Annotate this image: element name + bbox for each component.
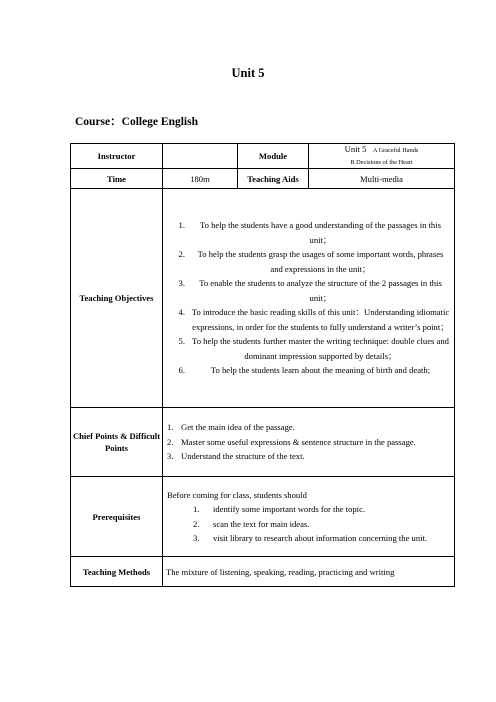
prerequisites-label: Prerequisites	[71, 477, 163, 557]
row-time-aids	[71, 169, 455, 189]
chief-point-item: 2. Master some useful expressions & sentence structure in the passage.	[167, 436, 416, 447]
instructor-value	[163, 144, 238, 169]
teaching-methods-label: Teaching Methods	[71, 557, 163, 587]
objectives-list	[163, 218, 454, 378]
row-chief-points	[71, 408, 455, 477]
objectives-label: Teaching Objectives	[71, 189, 163, 408]
row-instructor-module	[71, 144, 455, 169]
prerequisites-cell	[163, 477, 455, 557]
objective-item: 2. To help the students grasp the usages of some important words, phrases and expressions in the unit；	[178, 249, 444, 274]
time-label: Time	[71, 169, 163, 189]
teaching-methods-value: The mixture of listening, speaking, reading, practicing and writing	[163, 557, 455, 587]
chief-points-cell	[163, 408, 455, 477]
chief-point-item: 1. Get the main idea of the passage.	[167, 422, 295, 433]
objective-item: 4. To introduce the basic reading skills of this unit：Understanding idiomatic expressions, in order for the students to fully understand a writer’s point；	[178, 307, 450, 332]
objective-item: 3. To enable the students to analyze the structure of the 2 passages in this unit；	[178, 278, 442, 303]
objective-item: 6. To help the students learn about the meaning of birth and death;	[178, 365, 431, 376]
module-value	[309, 144, 455, 169]
prerequisite-item: 2. scan the text for main ideas.	[193, 518, 310, 529]
module-passage-b: B Decisions of the Heart	[350, 159, 413, 166]
row-objectives	[71, 189, 455, 408]
module-unit: Unit 5	[344, 144, 367, 154]
prerequisites-list	[193, 502, 449, 546]
course-heading: Course：College English	[75, 116, 198, 128]
teaching-aids-value: Multi-media	[309, 169, 455, 189]
row-teaching-methods	[71, 557, 455, 587]
page-title: Unit 5	[231, 66, 265, 80]
objectives-cell	[163, 189, 455, 408]
prerequisite-item: 3. visit library to research about information concerning the unit.	[193, 533, 428, 543]
chief-point-item: 3. Understand the structure of the text.	[167, 451, 305, 462]
objective-item: 5. To help the students further master the writing technique: double clues and dominant impression supported by details；	[178, 336, 449, 361]
instructor-label: Instructor	[71, 144, 163, 169]
chief-points-label: Chief Points & Difficult Points	[71, 408, 163, 477]
chief-points-list	[167, 420, 449, 464]
objective-item: 1. To help the students have a good understanding of the passages in this unit；	[178, 220, 441, 245]
module-label: Module	[238, 144, 309, 169]
row-prerequisites	[71, 477, 455, 557]
prerequisites-intro: Before coming for class, students should	[167, 489, 307, 500]
teaching-aids-label: Teaching Aids	[238, 169, 309, 189]
module-passage-a: A Graceful Hands	[372, 147, 419, 154]
lesson-plan-table	[70, 143, 455, 587]
prerequisite-item: 1. identify some important words for the topic.	[193, 504, 366, 514]
time-value: 180m	[163, 169, 238, 189]
